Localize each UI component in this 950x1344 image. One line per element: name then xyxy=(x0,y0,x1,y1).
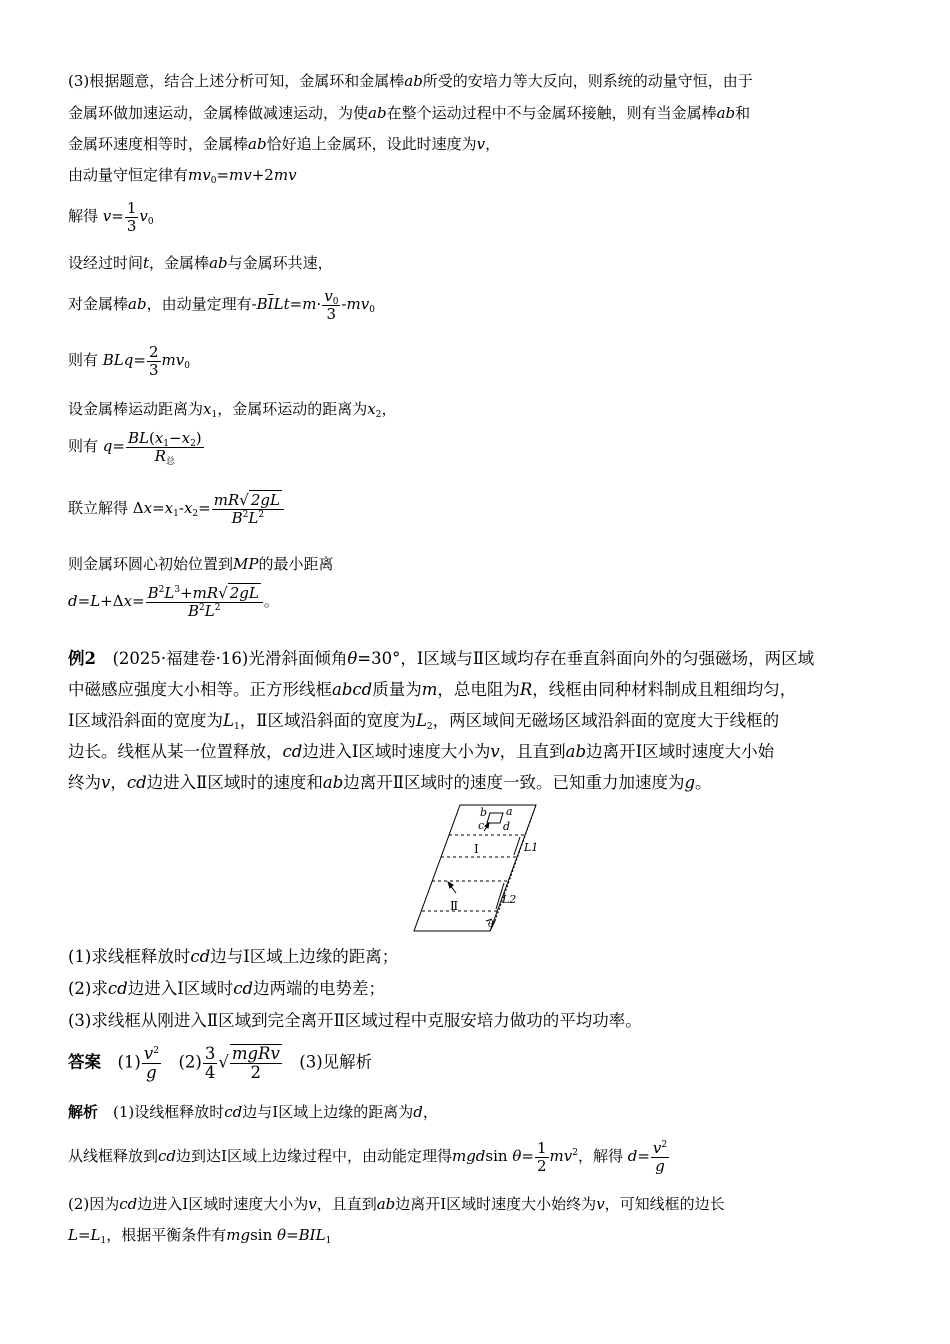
analysis-line: $L=L_1$，根据平衡条件有mgsin $\theta=BIL_1$ xyxy=(68,1226,332,1246)
analysis-label: 解析 xyxy=(68,1103,99,1121)
square-frame xyxy=(487,813,503,823)
label-c: c xyxy=(478,819,485,832)
d-equation: d=L+Δx= $\frac{B^2L^3+mR√ 2gL}{B^2L^2}$ 。 xyxy=(68,584,279,620)
example2-line: 例2 (2025·福建卷·16)光滑斜面倾角θ=30°，Ⅰ区域与Ⅱ区域均存在垂直斜面向外的匀强磁场，两区域 xyxy=(68,649,815,668)
question-3: (3)求线框从刚进入Ⅱ区域到完全离开Ⅱ区域过程中克服安培力做功的平均功率。 xyxy=(68,1011,642,1030)
label-region2: Ⅱ xyxy=(450,899,459,913)
example-label: 例2 xyxy=(68,649,96,668)
label-region1: Ⅰ xyxy=(474,842,479,856)
label-b: b xyxy=(480,806,488,819)
arrowhead-1 xyxy=(485,823,489,828)
text-line: 金属环速度相等时，金属棒ab恰好追上金属环，设此时速度为v， xyxy=(68,135,501,153)
example2-line: 终为v，cd边进入Ⅱ区域时的速度和ab边离开Ⅱ区域时的速度一致。已知重力加速度为g。 xyxy=(68,773,712,792)
example2-line: Ⅰ区域沿斜面的宽度为$L_1$，Ⅱ区域沿斜面的宽度为$L_2$，两区域间无磁场区域沿斜面的宽度大于线框的 xyxy=(68,711,780,732)
text-line: 金属环做加速运动，金属棒做减速运动，为使ab在整个运动过程中不与金属环接触，则有当金属棒ab和 xyxy=(68,104,751,122)
label-L1: L1 xyxy=(524,841,539,854)
label-L2: L2 xyxy=(502,893,517,906)
label-theta: θ xyxy=(488,920,494,930)
example2-line: 边长。线框从某一位置释放，cd边进入Ⅰ区域时速度大小为v，且直到ab边离开Ⅰ区域时速度大小始 xyxy=(68,742,775,761)
analysis-line: 解析 (1)设线框释放时cd边与Ⅰ区域上边缘的距离为d， xyxy=(68,1103,438,1121)
blq-equation: 则有 BLq= $\frac{2}{3}$ $mv_0$ xyxy=(68,343,190,379)
q-equation: 则有 q= $\frac{BL(x_1-x_2)}{R_总}$ xyxy=(68,429,202,467)
answer-line: 答案 (1) $\frac{v^2}{g}$ (2) $\frac{3}{4}$ √ $\frac{\text{mgRv}}{2}$ (3)见解析 xyxy=(68,1043,373,1083)
text-line: (3)根据题意，结合上述分析可知，金属环和金属棒ab所受的安培力等大反向，则系统的动量守恒，由于 xyxy=(68,72,753,90)
label-a: a xyxy=(506,805,513,818)
example2-line: 中磁感应强度大小相等。正方形线框abcd质量为m，总电阻为R，线框由同种材料制成且粗细均匀， xyxy=(68,680,797,699)
text-line: 设金属棒运动距离为$x_1$，金属环运动的距离为$x_2$， xyxy=(68,400,397,420)
question-2: (2)求cd边进入Ⅰ区域时cd边两端的电势差； xyxy=(68,979,386,998)
solve-v-equation: 解得 v= $\frac{1}{3}$ $v_0$ xyxy=(68,199,154,235)
dx-equation: 联立解得 $\Delta x=x_1-x_2=$ $\frac{mR√ 2gL}{B^2L^2}$ xyxy=(68,492,890,526)
answer-label: 答案 xyxy=(68,1052,101,1072)
arrowhead-2 xyxy=(448,882,453,888)
incline-plane xyxy=(414,805,539,931)
analysis-line: (2)因为cd边进入Ⅰ区域时速度大小为v，且直到ab边离开Ⅰ区域时速度大小始终为v，可知线框的边长 xyxy=(68,1195,725,1213)
momentum-equation: 由动量守恒定律有$mv_0=mv+2mv$ xyxy=(68,166,297,186)
question-1: (1)求线框释放时cd边与Ⅰ区域上边缘的距离； xyxy=(68,947,399,966)
text-line: 设经过时间t，金属棒ab与金属环共速， xyxy=(68,254,333,272)
incline-figure xyxy=(408,803,543,935)
impulse-equation: 对金属棒ab，由动量定理有$-B\overline{I}Lt=m\cdot$ $\frac{v_0}{3}$ $-mv_0$ xyxy=(68,287,375,323)
analysis-line: 从线框释放到cd边到达Ⅰ区域上边缘过程中，由动能定理得mgdsin θ= $\frac{1}{2}$ $mv^2$，解得 d= $\frac{v^2}{g}$ xyxy=(68,1139,668,1175)
label-d: d xyxy=(503,820,511,833)
text-line: 则金属环圆心初始位置到MP的最小距离 xyxy=(68,555,334,573)
